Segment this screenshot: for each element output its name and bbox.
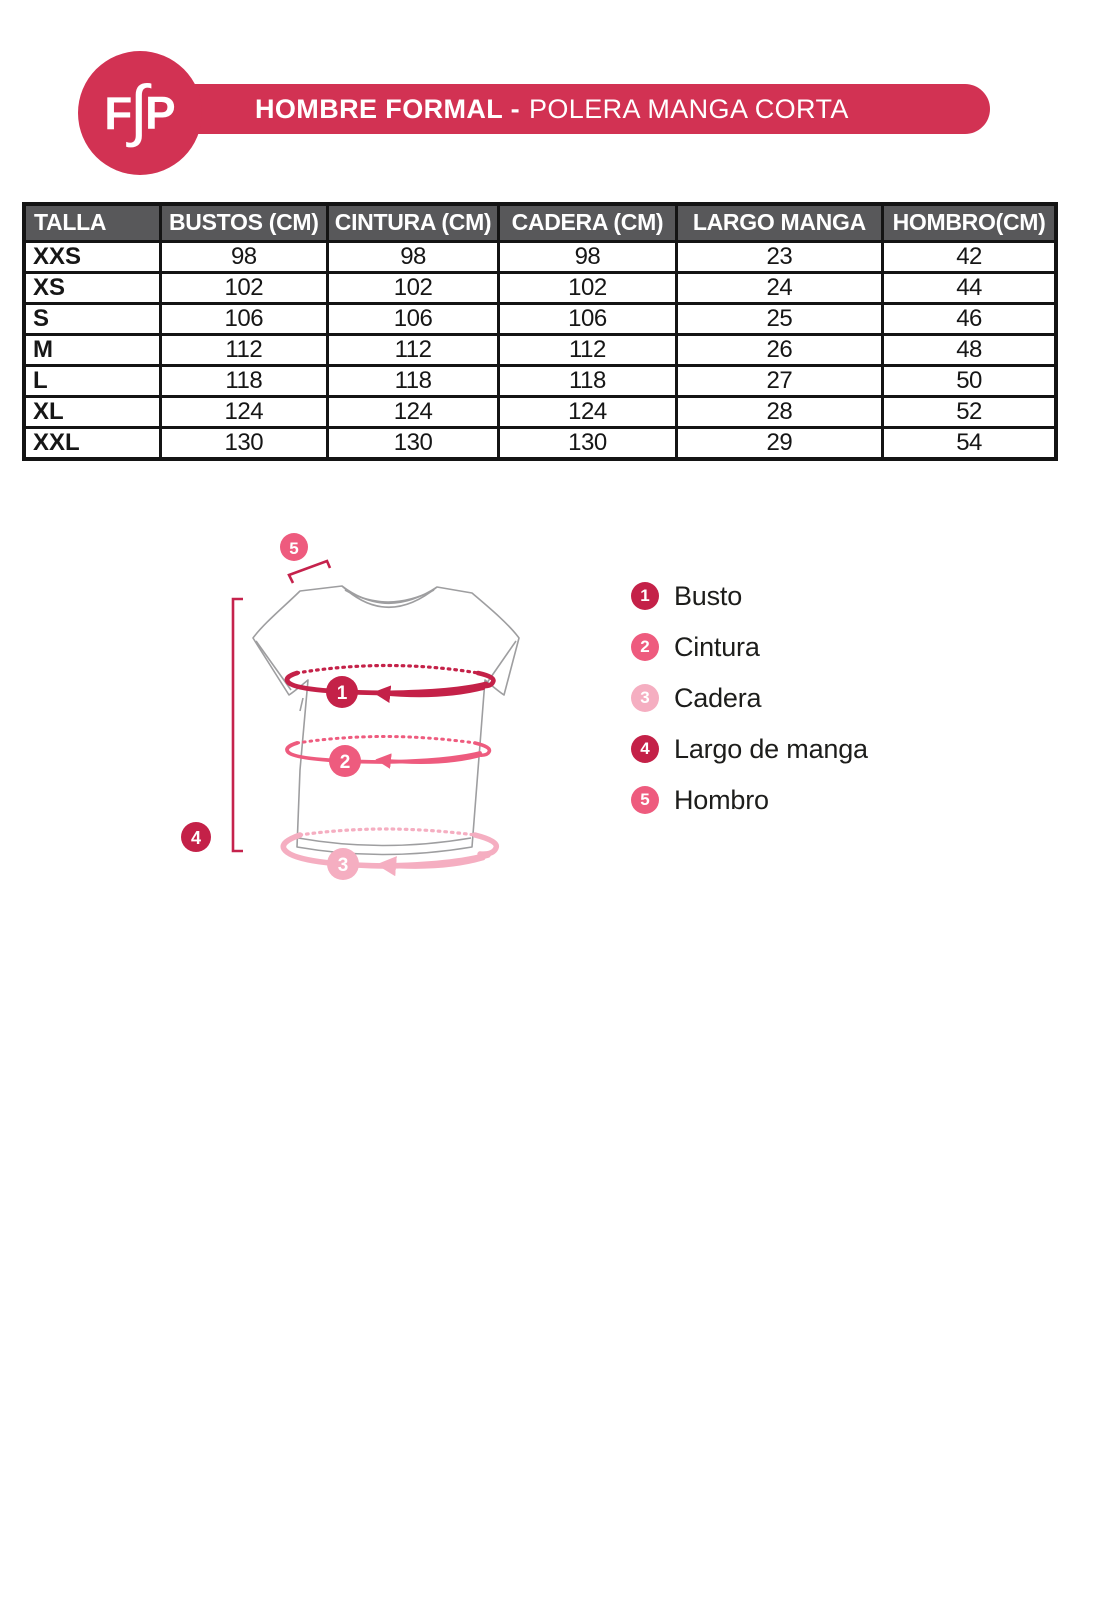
- cell-hombro: 50: [883, 365, 1056, 396]
- cell-largo-manga: 25: [676, 303, 882, 334]
- cell-cadera: 118: [499, 365, 677, 396]
- cell-largo-manga: 24: [676, 272, 882, 303]
- tshirt-outline: [253, 586, 519, 855]
- cell-cintura: 112: [327, 334, 498, 365]
- diagram-badge-shoulder: [280, 533, 308, 561]
- size-table: [22, 202, 1058, 461]
- table-row-xl: [24, 396, 1056, 427]
- column-header-talla: TALLA: [24, 204, 160, 241]
- cell-bustos: 98: [160, 241, 327, 272]
- diagram-badge-hip: [327, 848, 359, 880]
- page-title-bold: HOMBRE FORMAL -: [255, 93, 520, 124]
- cell-largo-manga: 23: [676, 241, 882, 272]
- table-row-xxl: [24, 427, 1056, 459]
- svg-text:1: 1: [336, 683, 348, 704]
- cell-cadera: 102: [499, 272, 677, 303]
- diagram-badge-bust: [326, 676, 358, 708]
- cell-bustos: 124: [160, 396, 327, 427]
- legend-item-busto: [631, 582, 868, 610]
- cell-cadera: 130: [499, 427, 677, 459]
- diagram-badge-waist: [329, 745, 361, 777]
- legend-badge-1: 1: [631, 582, 659, 610]
- cell-cintura: 106: [327, 303, 498, 334]
- cell-cadera: 112: [499, 334, 677, 365]
- legend-label-cadera: Cadera: [674, 682, 762, 713]
- svg-text:2: 2: [339, 752, 351, 773]
- cell-talla: M: [24, 334, 160, 365]
- cell-hombro: 54: [883, 427, 1056, 459]
- legend-label-largo-de-manga: Largo de manga: [674, 733, 868, 764]
- cell-hombro: 42: [883, 241, 1056, 272]
- cell-bustos: 118: [160, 365, 327, 396]
- page-title-regular: POLERA MANGA CORTA: [528, 93, 849, 124]
- column-header-hombro: HOMBRO(CM): [883, 204, 1056, 241]
- shoulder-bracket: [289, 561, 330, 583]
- legend-label-cintura: Cintura: [674, 631, 760, 662]
- column-header-cintura: CINTURA (CM): [327, 204, 498, 241]
- column-header-largo-manga: LARGO MANGA: [676, 204, 882, 241]
- cell-bustos: 102: [160, 272, 327, 303]
- cell-talla: XXS: [24, 241, 160, 272]
- cell-cadera: 98: [499, 241, 677, 272]
- cell-talla: L: [24, 365, 160, 396]
- cell-cintura: 118: [327, 365, 498, 396]
- cell-hombro: 48: [883, 334, 1056, 365]
- cell-largo-manga: 29: [676, 427, 882, 459]
- table-row-s: [24, 303, 1056, 334]
- cell-largo-manga: 28: [676, 396, 882, 427]
- svg-text:3: 3: [337, 855, 349, 876]
- cell-largo-manga: 26: [676, 334, 882, 365]
- table-row-l: [24, 365, 1056, 396]
- cell-cintura: 130: [327, 427, 498, 459]
- cell-cadera: 106: [499, 303, 677, 334]
- measurement-legend: [631, 582, 868, 837]
- cell-hombro: 46: [883, 303, 1056, 334]
- cell-talla: XS: [24, 272, 160, 303]
- cell-bustos: 112: [160, 334, 327, 365]
- cell-largo-manga: 27: [676, 365, 882, 396]
- legend-item-largo-de-manga: [631, 735, 868, 763]
- svg-text:4: 4: [190, 828, 202, 848]
- cell-talla: S: [24, 303, 160, 334]
- cell-talla: XL: [24, 396, 160, 427]
- column-header-bustos: BUSTOS (CM): [160, 204, 327, 241]
- logo-letter-f: F: [104, 87, 133, 139]
- legend-item-hombro: [631, 786, 868, 814]
- legend-badge-3: 3: [631, 684, 659, 712]
- table-row-xs: [24, 272, 1056, 303]
- legend-label-hombro: Hombro: [674, 784, 769, 815]
- cell-talla: XXL: [24, 427, 160, 459]
- cell-bustos: 130: [160, 427, 327, 459]
- logo-letter-p: P: [145, 87, 176, 139]
- diagram-badge-length: [181, 822, 211, 852]
- cell-cintura: 102: [327, 272, 498, 303]
- cell-cintura: 124: [327, 396, 498, 427]
- column-header-cadera: CADERA (CM): [499, 204, 677, 241]
- title-bar: [140, 84, 990, 139]
- tshirt-measurement-diagram: [150, 510, 570, 890]
- legend-item-cadera: [631, 684, 868, 712]
- legend-label-busto: Busto: [674, 580, 743, 611]
- legend-badge-5: 5: [631, 786, 659, 814]
- cell-bustos: 106: [160, 303, 327, 334]
- legend-badge-2: 2: [631, 633, 659, 661]
- legend-badge-4: 4: [631, 735, 659, 763]
- brand-logo: [78, 51, 202, 175]
- cell-cintura: 98: [327, 241, 498, 272]
- cell-hombro: 44: [883, 272, 1056, 303]
- table-row-m: [24, 334, 1056, 365]
- table-row-xxs: [24, 241, 1056, 272]
- cell-cadera: 124: [499, 396, 677, 427]
- length-bracket: [233, 599, 243, 851]
- cell-hombro: 52: [883, 396, 1056, 427]
- legend-item-cintura: [631, 633, 868, 661]
- svg-text:5: 5: [289, 539, 299, 558]
- logo-letter-s: ∫: [129, 72, 149, 148]
- size-table-header-row: [24, 204, 1056, 241]
